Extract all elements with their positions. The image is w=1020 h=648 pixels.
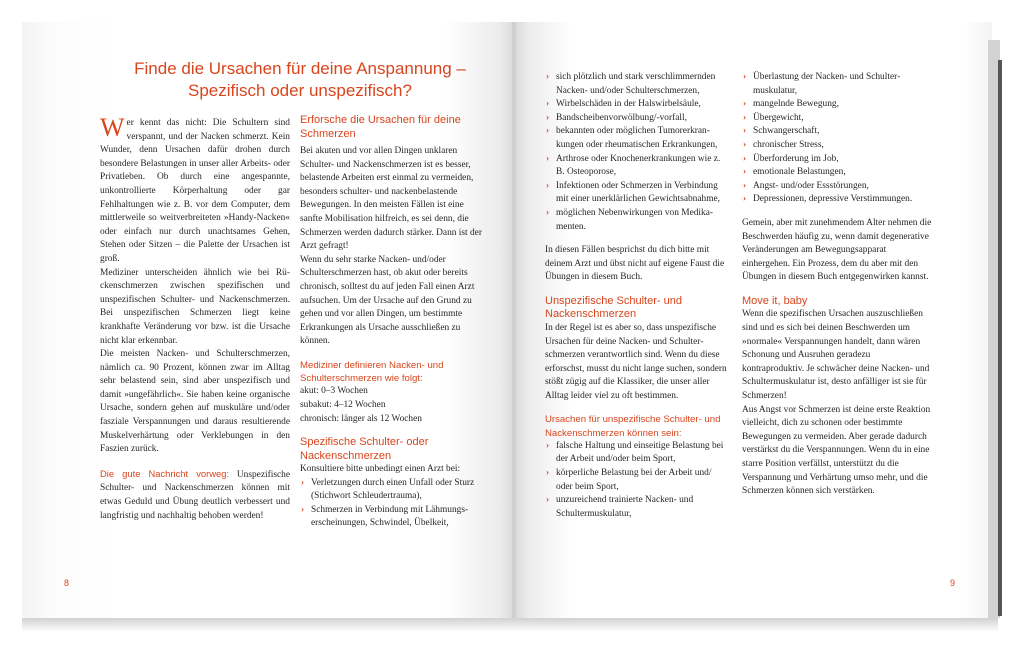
column-2 [300, 114, 488, 531]
section-heading: Move it, baby [742, 294, 808, 307]
bullet-list [545, 440, 730, 522]
list-item: › Depressionen, depressive Verstimmungen. [742, 193, 932, 207]
list-item: › chronischer Stress, [742, 139, 932, 153]
definition-chronic: chronisch: länger als 12 Wochen [300, 413, 422, 424]
paragraph: Konsultiere bitte unbedingt einen Arzt bei: [300, 464, 461, 475]
good-news-lead: Die gute Nachricht vorweg: [100, 467, 230, 479]
list-item: › Bandscheibenvorwölbung/-vorfall, [545, 112, 730, 126]
paragraph: In diesen Fällen besprichst du dich bitte mit deinem Arzt und übst nicht auf eigene Faust die Übungen in diesem Buch. [545, 245, 725, 283]
paragraph: Mediziner unterscheiden ähnlich wie bei Rückenschmerzen zwischen spezifischen und unspezifischen Schulter- und Nackenschmerzen. Bei unspezifischen Schmerzen liegt keine krankhafte Veränderung vor bzw. ist die Ursache nicht klar erkennbar. [100, 267, 290, 346]
list-item: › Wirbelschäden in der Halswirbelsäule, [545, 98, 730, 112]
column-1 [100, 113, 290, 523]
list-item: › Verletzungen durch einen Unfall oder Sturz (Stichwort Schleudertrauma), [300, 477, 488, 504]
title-line-1: Finde die Ursachen für deine Anspannung – [134, 59, 466, 78]
paragraph: Die meisten Nacken- und Schulterschmerzen, nämlich ca. 90 Prozent, können zwar im Alltag sehr belastend sein, sind aber unspezifisch und damit »ungefährlich«. Sie haben keine organische Ursache, sondern gehen auf muskuläre und/oder fasziale Verspannungen und daraus resultierende Muskelverhärtung oder Verklebungen in den Faszien zurück. [100, 349, 290, 455]
bullet-list [742, 71, 932, 207]
list-item: › körperliche Belastung bei der Arbeit und/ oder beim Sport, [545, 467, 730, 494]
section-heading: Erforsche die Ursachen für deine Schmerzen [300, 114, 461, 140]
paragraph: Gemein, aber mit zunehmendem Alter nehmen die Beschwerden häufig zu, wenn damit degenerative Veränderungen am Bewegungsapparat einhergehen. Ein Prozess, dem du aber mit den Übungen in diesem Buch entgegenwirken kannst. [742, 217, 932, 283]
paragraph: Wenn die spezifischen Ursachen auszuschließen sind und es sich bei deinen Beschwerden um »normale« Verspannungen handelt, dann wären Schonung und Ausruhen geradezu kontraproduktiv. Je schwächer deine Nacken- und Schultermuskulatur ist, desto anfälliger ist sie für Schmerzen! [742, 309, 930, 401]
list-item: › mangelnde Bewegung, [742, 98, 932, 112]
list-item: › Schwangerschaft, [742, 125, 932, 139]
good-news-text: Unspezifische Schulter- und Nackenschmerzen können mit etwas Geduld und Übung deutlich verbessert und langfristig und nachhaltig behoben werden! [100, 469, 290, 521]
list-item: › unzureichend trainierte Nacken- und Schultermuskulatur, [545, 494, 730, 521]
good-news-paragraph [100, 467, 290, 523]
definition-acute: akut: 0–3 Wochen [300, 386, 368, 397]
list-item: › Überforderung im Job, [742, 153, 932, 167]
intro-text: er kennt das nicht: Die Schultern sind verspannt, und der Nacken schmerzt. Kein Wunder, denn Ursachen dafür drohen durch besondere Belastungen in unser aller Arbeits- oder Privatleben. Ob durch eine angespannte, unkontrollierte Körperhaltung oder gar Fehlhaltungen wie z. B. vor dem Computer, dem mittlerweile so weitverbreiteten »Handy-Nacken« oder einfach nur durch unachtsames Gehen, Stehen oder Sitzen – die Palette der Ursachen ist groß. [100, 118, 290, 264]
list-item: › bekannten oder möglichen Tumorerkrankungen oder rheumatischen Erkrankungen, [545, 125, 730, 152]
list-item: › falsche Haltung und einseitige Belastung bei der Arbeit und/oder beim Sport, [545, 440, 730, 467]
list-item: › Angst- und/oder Essstörungen, [742, 180, 932, 194]
list-item: › Infektionen oder Schmerzen in Verbindung mit einer unerklärlichen Gewichtsabnahme, [545, 180, 730, 207]
book-shadow [22, 618, 998, 632]
list-item: › Übergewicht, [742, 112, 932, 126]
paragraph: Bei akuten und vor allen Dingen unklaren Schulter- und Nackenschmerzen ist es besser, belastende Arbeiten erst einmal zu vermeiden, besonders schulter- und nackenbelastende Bewegungen. In den meisten Fällen ist eine sanfte Mobilisation hilfreich, es sei denn, die Schmerzen werden dadurch stärker. Dann ist der Arzt gefragt! [300, 146, 482, 252]
section-heading: Unspezifische Schulter- und Nackenschmerzen [545, 294, 682, 321]
definition-heading: Mediziner definieren Nacken- und Schulterschmerzen wie folgt: [300, 359, 444, 385]
causes-heading: Ursachen für unspezifische Schulter- und Nackenschmerzen können sein: [545, 414, 721, 439]
page-number-right: 9 [950, 578, 956, 588]
paragraph: Wenn du sehr starke Nacken- und/oder Schulterschmerzen hast, ob akut oder bereits chronisch, solltest du auf jeden Fall einen Arzt aufsuchen. Um der Ursache auf den Grund zu gehen und vor allen Dingen, um bestimmte Erkrankungen als Ursache ausschließen zu können. [300, 254, 475, 347]
bullet-list [300, 477, 488, 531]
definition-subacute: subakut: 4–12 Wochen [300, 399, 386, 410]
paragraph: Aus Angst vor Schmerzen ist deine erste Reaktion vielleicht, dich zu schonen oder bestimmte Bewegungen zu vermeiden. Aber gerade dadurch verstärkst du die Verspannungen. Wenn du in eine starre Position verfällst, unterstützt du die Verspannung und Verhärtung umso mehr, und die Schmerzen können sich verstärken. [742, 404, 931, 497]
list-item: › Arthrose oder Knochenerkrankungen wie z. B. Osteoporose, [545, 153, 730, 180]
page-number-left: 8 [64, 578, 70, 588]
column-4 [742, 71, 932, 499]
bullet-list [545, 71, 730, 234]
column-3 [545, 71, 730, 521]
title-line-2: Spezifisch oder unspezifisch? [188, 81, 412, 100]
list-item: › emotionale Belastungen, [742, 166, 932, 180]
list-item: › Überlastung der Nacken- und Schultermuskulatur, [742, 71, 932, 98]
list-item: › Schmerzen in Verbindung mit Lähmungserscheinungen, Schwindel, Übelkeit, [300, 504, 488, 531]
page-title [110, 58, 490, 102]
drop-cap: W [100, 113, 125, 142]
book-spine [512, 22, 516, 618]
list-item: › möglichen Nebenwirkungen von Medikamenten. [545, 207, 730, 234]
list-item: › sich plötzlich und stark verschlimmernden Nacken- und/oder Schulterschmerzen, [545, 71, 730, 98]
book-cover-edge [998, 60, 1002, 616]
paragraph: In der Regel ist es aber so, dass unspezifische Ursachen für deine Nacken- und Schulterschmerzen verantwortlich sind. Wenn du diese erforschst, musst du nicht lange suchen, sondern stößt zügig auf die Klassiker, die unser aller Alltag leider viel zu oft bestimmen. [545, 322, 727, 401]
intro-paragraph [100, 113, 290, 267]
section-heading: Spezifische Schulter- oder Nackenschmerzen [300, 436, 429, 462]
